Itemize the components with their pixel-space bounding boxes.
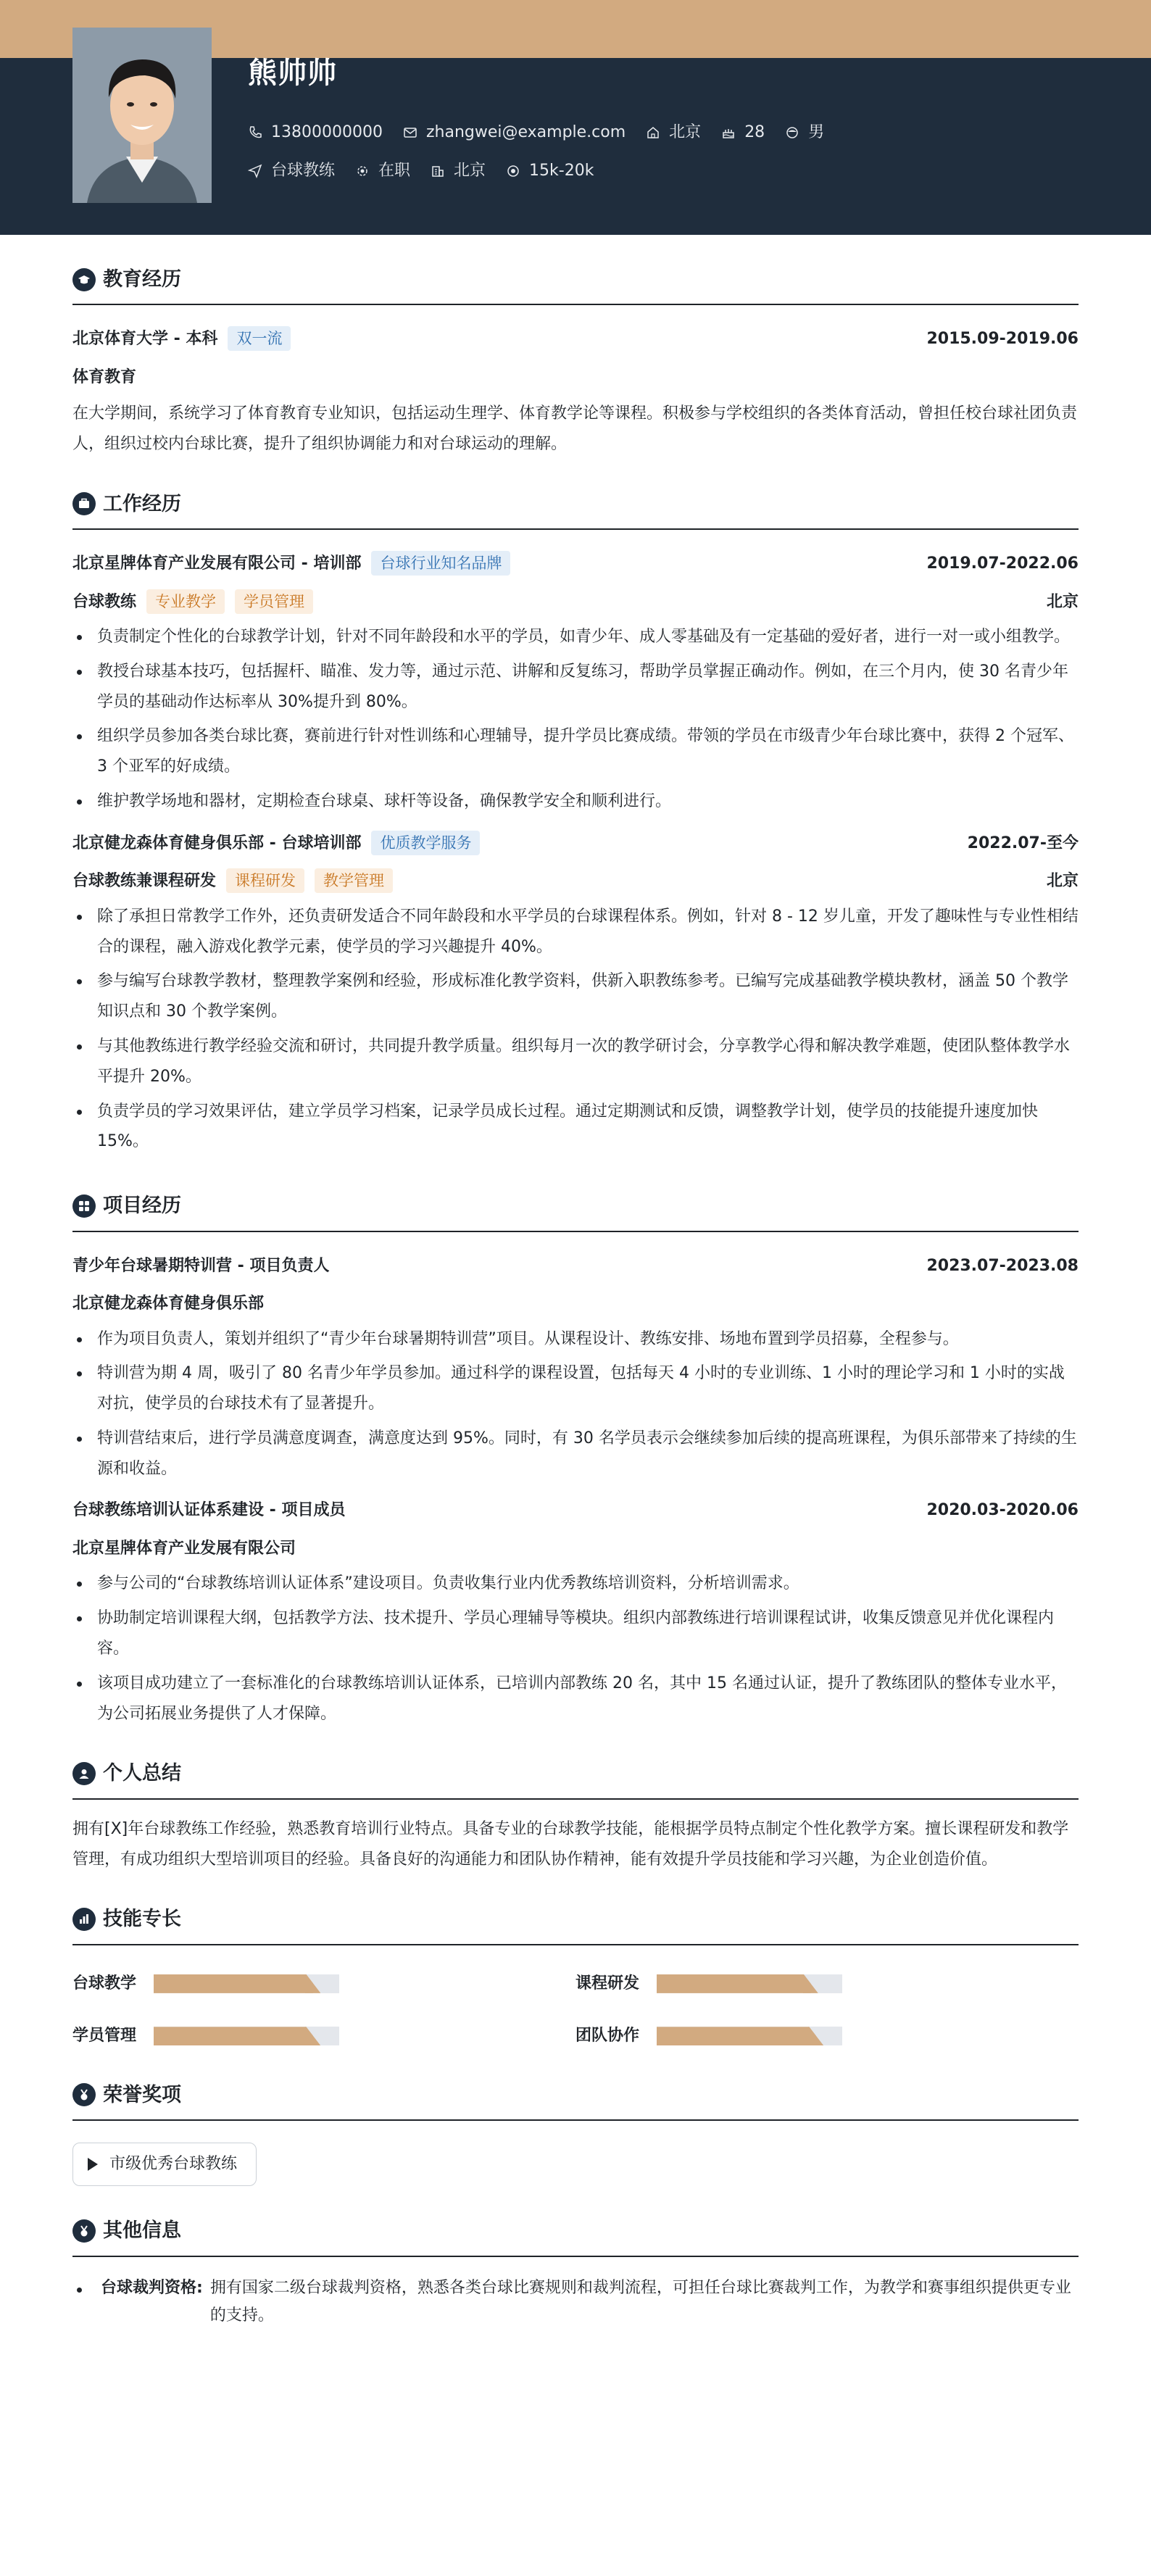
skills-section-title — [72, 1902, 1079, 1945]
money-icon — [506, 164, 520, 178]
list-item: 协助制定培训课程大纲，包括教学方法、技术提升、学员心理辅导等模块。组织内部教练进行培训课程试讲，收集反馈意见并优化课程内容。 — [72, 1603, 1079, 1664]
user-icon — [72, 1762, 96, 1785]
resume-body — [0, 262, 1151, 2330]
play-triangle-icon — [88, 2158, 98, 2171]
age-info — [721, 119, 765, 147]
medal-icon — [72, 2083, 96, 2106]
bar-chart-icon — [72, 1908, 96, 1931]
gender-icon — [785, 125, 799, 140]
education-major: 体育教育 — [72, 367, 137, 386]
skill-level-bar — [657, 2027, 842, 2045]
skill-item — [72, 2022, 576, 2051]
email-text: zhangwei@example.com — [425, 123, 626, 141]
profile-header — [0, 58, 1151, 235]
other-info-item — [72, 2274, 1079, 2330]
work-section-title — [72, 487, 1079, 530]
list-item: 组织学员参加各类台球比赛，赛前进行针对性训练和心理辅导，提升学员比赛成绩。带领的学员在市级青少年台球比赛中，获得 2 个冠军、3 个亚军的好成绩。 — [72, 721, 1079, 782]
award-name: 市级优秀台球教练 — [109, 2154, 238, 2173]
project-details — [72, 1569, 1079, 1729]
role-tag: 课程研发 — [226, 868, 304, 893]
city-info — [431, 157, 486, 186]
list-item: 该项目成功建立了一套标准化的台球教练培训认证体系，已培训内部教练 20 名，其中 15 名通过认证，提升了教练团队的整体专业水平，为公司拓展业务提供了人才保障。 — [72, 1669, 1079, 1729]
education-heading: 教育经历 — [103, 268, 181, 291]
salary-text: 15k-20k — [529, 162, 594, 180]
role-tag: 教学管理 — [315, 868, 393, 893]
list-item: 负责学员的学习效果评估，建立学员学习档案，记录学员成长过程。通过定期测试和反馈，调整教学计划，使学员的技能提升速度加快 15%。 — [72, 1097, 1079, 1158]
education-section-title — [72, 262, 1079, 305]
job-city: 北京 — [1046, 592, 1079, 611]
profile-photo — [72, 28, 212, 203]
role-tag: 学员管理 — [235, 589, 313, 614]
education-desc: 在大学期间，系统学习了体育教育专业知识，包括运动生理学、体育教学论等课程。积极参与学校组织的各类体育活动，曾担任校台球社团负责人，组织过校内台球比赛，提升了组织协调能力和对台球运动的理解。 — [72, 404, 1078, 454]
skill-name: 学员管理 — [72, 2027, 137, 2045]
age-text: 28 — [744, 123, 765, 141]
skill-level-fill — [657, 2027, 823, 2045]
project-details — [72, 1324, 1079, 1484]
list-item: 特训营结束后，进行学员满意度调查，满意度达到 95%。同时，有 30 名学员表示会继续参加后续的提高班课程，为俱乐部带来了持续的生源和收益。 — [72, 1424, 1079, 1484]
target-job-text: 台球教练 — [271, 162, 336, 180]
avatar-illustration — [72, 28, 212, 203]
projects-section-title — [72, 1189, 1079, 1231]
status-info — [355, 157, 410, 186]
project-name: 青少年台球暑期特训营 - 项目负责人 — [72, 1256, 330, 1275]
summary-heading: 个人总结 — [103, 1762, 181, 1785]
list-item: 除了承担日常教学工作外，还负责研发适合不同年龄段和水平学员的台球课程体系。例如，针对 8 - 12 岁儿童，开发了趣味性与专业性相结合的课程，融入游戏化教学元素，使学员的学习兴趣提升 40%。 — [72, 902, 1079, 963]
skill-item — [576, 2022, 1079, 2051]
phone-icon — [248, 125, 262, 140]
mail-icon — [403, 125, 417, 140]
skill-item — [576, 1970, 1079, 1998]
other-text: 拥有国家二级台球裁判资格，熟悉各类台球比赛规则和裁判流程，可担任台球比赛裁判工作，为教学和赛事组织提供更专业的支持。 — [209, 2278, 1071, 2325]
project-period: 2020.03-2020.06 — [926, 1501, 1079, 1520]
skill-level-fill — [154, 2027, 320, 2045]
projects-heading: 项目经历 — [103, 1194, 181, 1218]
skills-grid — [72, 1970, 1079, 2051]
project-org: 北京星牌体育产业发展有限公司 — [72, 1539, 296, 1558]
job-city: 北京 — [1046, 872, 1079, 891]
skill-item — [72, 1970, 576, 1998]
candidate-name: 熊帅帅 — [248, 57, 337, 90]
work-entry — [72, 830, 1079, 1157]
award-badge — [72, 2143, 257, 2187]
work-heading: 工作经历 — [103, 492, 181, 515]
job-period: 2022.07-至今 — [967, 834, 1079, 852]
cake-icon — [721, 125, 736, 140]
status-text: 在职 — [378, 162, 411, 180]
skills-heading: 技能专长 — [103, 1908, 181, 1931]
skill-level-fill — [657, 1974, 818, 1993]
home-icon — [646, 125, 660, 140]
company-tag: 优质教学服务 — [371, 831, 480, 855]
contact-row — [248, 119, 844, 147]
phone-text: 13800000000 — [271, 123, 383, 141]
skill-level-bar — [154, 2027, 339, 2045]
list-item: 作为项目负责人，策划并组织了“青少年台球暑期特训营”项目。从课程设计、教练安排、场地布置到学员招募，全程参与。 — [72, 1324, 1079, 1355]
summary-section-title — [72, 1756, 1079, 1799]
home-info — [646, 119, 701, 147]
briefcase-icon — [72, 492, 96, 515]
skill-name: 团队协作 — [576, 2027, 640, 2045]
home-text: 北京 — [669, 123, 702, 141]
list-item: 特训营为期 4 周，吸引了 80 名青少年学员参加。通过科学的课程设置，包括每天 4 小时的专业训练、1 小时的理论学习和 1 小时的实战对抗，使学员的台球技术有了显著提升。 — [72, 1358, 1079, 1419]
education-entry — [72, 325, 1079, 460]
job-company: 北京星牌体育产业发展有限公司 - 培训部 — [72, 554, 362, 573]
job-company: 北京健龙森体育健身俱乐部 - 台球培训部 — [72, 834, 362, 852]
work-entry — [72, 550, 1079, 817]
job-role: 台球教练兼课程研发 — [72, 872, 217, 891]
building-icon — [431, 164, 445, 178]
skill-name: 台球教学 — [72, 1974, 137, 1993]
graduation-cap-icon — [72, 268, 96, 291]
job-duties — [72, 622, 1079, 817]
summary-text: 拥有[X]年台球教练工作经验，熟悉教育培训行业特点。具备专业的台球教学技能，能根据学员特点制定个性化教学方案。擅长课程研发和教学管理，有成功组织大型培训项目的经验。具备良好的沟通能力和团队协作精神，能有效提升学员技能和学习兴趣，为企业创造价值。 — [72, 1819, 1069, 1869]
list-item: 维护教学场地和器材，定期检查台球桌、球杆等设备，确保教学安全和顺利进行。 — [72, 786, 1079, 817]
project-name: 台球教练培训认证体系建设 - 项目成员 — [72, 1501, 346, 1520]
phone-info — [248, 119, 383, 147]
grid-icon — [72, 1194, 96, 1218]
target-job-info — [248, 157, 335, 186]
project-entry — [72, 1497, 1079, 1729]
awards-section-title — [72, 2078, 1079, 2121]
salary-info — [506, 157, 594, 186]
gender-text: 男 — [808, 123, 825, 141]
school-degree: 北京体育大学 - 本科 — [72, 330, 218, 349]
city-text: 北京 — [454, 162, 486, 180]
job-role: 台球教练 — [72, 592, 137, 611]
list-item: 参与公司的“台球教练培训认证体系”建设项目。负责收集行业内优秀教练培训资料，分析培训需求。 — [72, 1569, 1079, 1599]
project-org: 北京健龙森体育健身俱乐部 — [72, 1295, 265, 1313]
job-intent-row — [248, 157, 614, 186]
role-tag: 专业教学 — [146, 589, 225, 614]
send-icon — [248, 164, 262, 178]
project-entry — [72, 1252, 1079, 1484]
skill-level-bar — [657, 1974, 842, 1993]
skill-name: 课程研发 — [576, 1974, 640, 1993]
list-item: 与其他教练进行教学经验交流和研讨，共同提升教学质量。组织每月一次的教学研讨会，分享教学心得和解决教学难题，使团队整体教学水平提升 20%。 — [72, 1031, 1079, 1092]
bullet-dot — [77, 2288, 82, 2293]
school-tag: 双一流 — [228, 326, 291, 351]
other-info-icon — [72, 2219, 96, 2243]
list-item: 参与编写台球教学教材，整理教学案例和经验，形成标准化教学资料，供新入职教练参考。已编写完成基础教学模块教材，涵盖 50 个教学知识点和 30 个教学案例。 — [72, 966, 1079, 1027]
job-duties — [72, 902, 1079, 1157]
other-heading: 其他信息 — [103, 2219, 181, 2243]
skill-level-bar — [154, 1974, 339, 1993]
company-tag: 台球行业知名品牌 — [371, 551, 510, 576]
status-icon — [355, 164, 370, 178]
skill-level-fill — [154, 1974, 320, 1993]
other-label: 台球裁判资格: — [101, 2278, 203, 2297]
awards-heading: 荣誉奖项 — [103, 2083, 181, 2106]
other-section-title — [72, 2214, 1079, 2256]
list-item: 教授台球基本技巧，包括握杆、瞄准、发力等，通过示范、讲解和反复练习，帮助学员掌握正确动作。例如，在三个月内，使 30 名青少年学员的基础动作达标率从 30%提升到 80%。 — [72, 657, 1079, 718]
list-item: 负责制定个性化的台球教学计划，针对不同年龄段和水平的学员，如青少年、成人零基础及有一定基础的爱好者，进行一对一或小组教学。 — [72, 622, 1079, 652]
email-info — [403, 119, 626, 147]
job-period: 2019.07-2022.06 — [926, 554, 1079, 573]
education-period: 2015.09-2019.06 — [926, 330, 1079, 349]
project-period: 2023.07-2023.08 — [926, 1256, 1079, 1275]
gender-info — [785, 119, 824, 147]
